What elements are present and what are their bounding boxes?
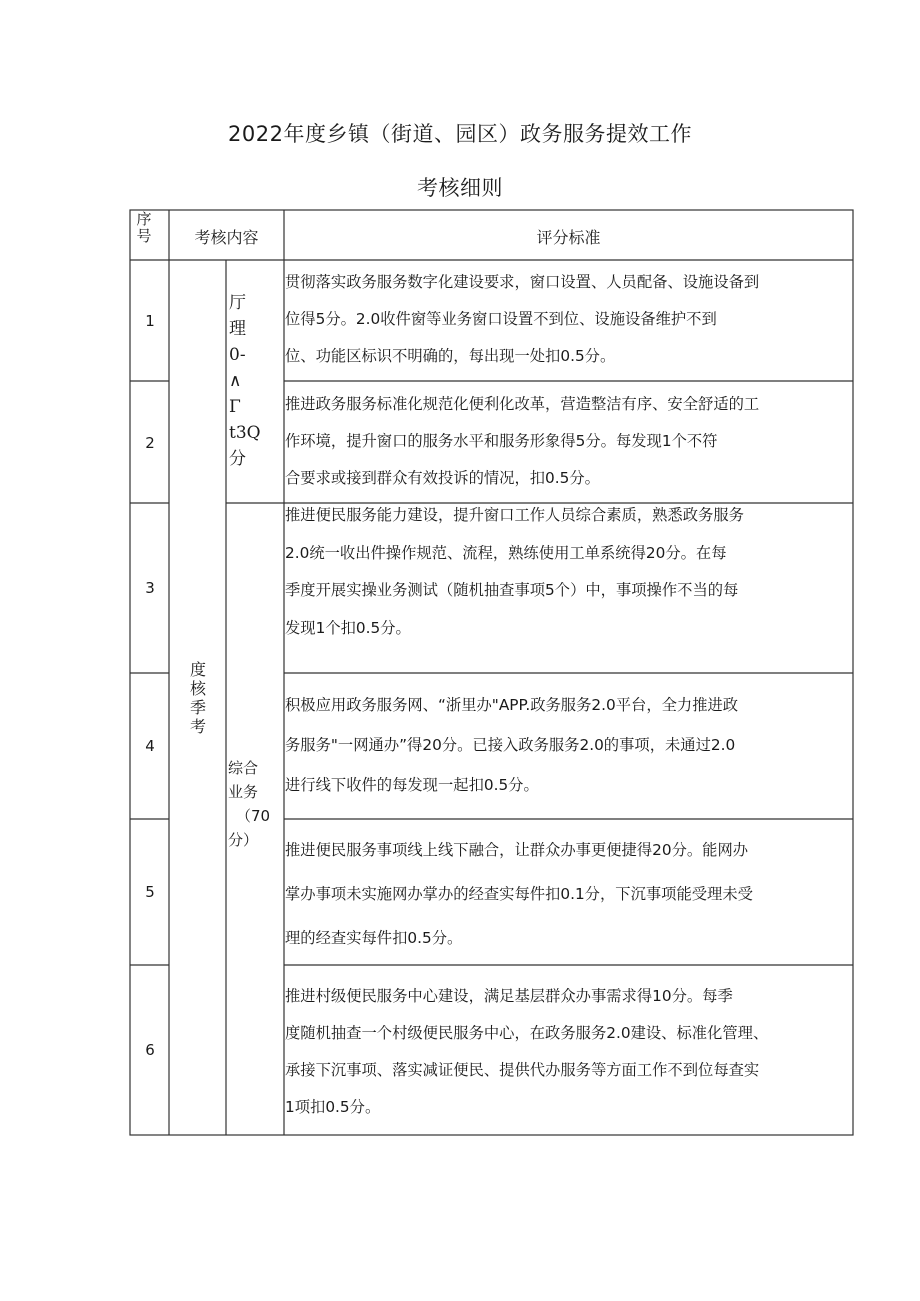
standard-line: 季度开展实操业务测试（随机抽查事项5个）中，事项操作不当的每 <box>285 581 739 599</box>
group1-label-line: 厅 <box>229 293 246 313</box>
group1-label-line: Γ <box>229 397 241 417</box>
standard-line: 理的经查实每件扣0.5分。 <box>285 929 463 947</box>
category-label: 度核季考 <box>189 660 206 736</box>
standard-line: 掌办事项未实施网办掌办的经查实每件扣0.1分，下沉事项能受理未受 <box>285 885 753 903</box>
standard-line: 2.0统一收出件操作规范、流程，熟练使用工单系统得20分。在每 <box>285 543 727 562</box>
group2-label-line: 业务 <box>228 783 259 801</box>
row-num-1: 1 <box>145 312 155 330</box>
standard-line: 作环境，提升窗口的服务水平和服务形象得5分。每发现1个不符 <box>285 432 718 450</box>
standard-line: 推进便民服务能力建设，提升窗口工作人员综合素质，熟悉政务服务 <box>285 506 744 524</box>
standard-line: 1项扣0.5分。 <box>285 1098 381 1116</box>
standard-line: 度随机抽查一个村级便民服务中心，在政务服务2.0建设、标准化管理、 <box>285 1024 769 1042</box>
group1-label-line: 分 <box>229 449 246 469</box>
group1-label-line: t3Q <box>229 423 261 443</box>
group1-label-line: ∧ <box>229 371 242 391</box>
group2-label-line: 分） <box>228 831 259 849</box>
row-num-2: 2 <box>145 434 155 452</box>
standard-cell-6 <box>285 978 855 1126</box>
group2-label-line: （70 <box>236 807 271 825</box>
group2-label-line: 综合 <box>228 759 259 777</box>
row-num-5: 5 <box>145 883 155 901</box>
standard-cell-3 <box>285 497 855 647</box>
header-content: 考核内容 <box>194 228 259 247</box>
row-num-6: 6 <box>145 1041 155 1059</box>
standard-cell-2 <box>285 386 855 497</box>
standard-line: 承接下沉事项、落实减证便民、提供代办服务等方面工作不到位每查实 <box>285 1061 760 1079</box>
standard-line: 推进村级便民服务中心建设，满足基层群众办事需求得10分。每季 <box>285 987 733 1005</box>
header-standard: 评分标准 <box>536 228 601 247</box>
standard-line: 推进政务服务标准化规范化便利化改革，营造整洁有序、安全舒适的工 <box>285 395 760 413</box>
standard-cell-4 <box>285 685 855 805</box>
standard-line: 位得5分。2.0收件窗等业务窗口设置不到位、设施设备维护不到 <box>285 310 717 328</box>
header-seq: 序号 <box>136 210 152 245</box>
standard-cell-5 <box>285 828 855 960</box>
standard-line: 合要求或接到群众有效投诉的情况，扣0.5分。 <box>285 469 600 487</box>
standard-line: 进行线下收件的每发现一起扣0.5分。 <box>285 776 539 794</box>
group2-label <box>228 756 284 852</box>
standard-line: 发现1个扣0.5分。 <box>285 618 411 637</box>
group1-label-line: 理 <box>229 319 246 339</box>
document-subtitle: 考核细则 <box>417 176 503 200</box>
group1-label <box>229 290 269 472</box>
group1-label-line: 0- <box>229 345 246 365</box>
standard-line: 贯彻落实政务服务数字化建设要求，窗口设置、人员配备、设施设备到 <box>285 273 760 291</box>
row-num-4: 4 <box>145 737 155 755</box>
standard-line: 积极应用政务服务网、“浙里办"APP.政务服务2.0平台，全力推进政 <box>285 696 739 714</box>
standard-line: 位、功能区标识不明确的，每出现一处扣0.5分。 <box>285 347 616 365</box>
row-num-3: 3 <box>145 579 155 597</box>
document-title: 2022年度乡镇（街道、园区）政务服务提效工作 <box>228 122 692 146</box>
standard-cell-1 <box>285 264 855 375</box>
standard-line: 务服务"一网通办”得20分。已接入政务服务2.0的事项，未通过2.0 <box>285 736 736 754</box>
standard-line: 推进便民服务事项线上线下融合，让群众办事更便捷得20分。能网办 <box>285 841 749 859</box>
